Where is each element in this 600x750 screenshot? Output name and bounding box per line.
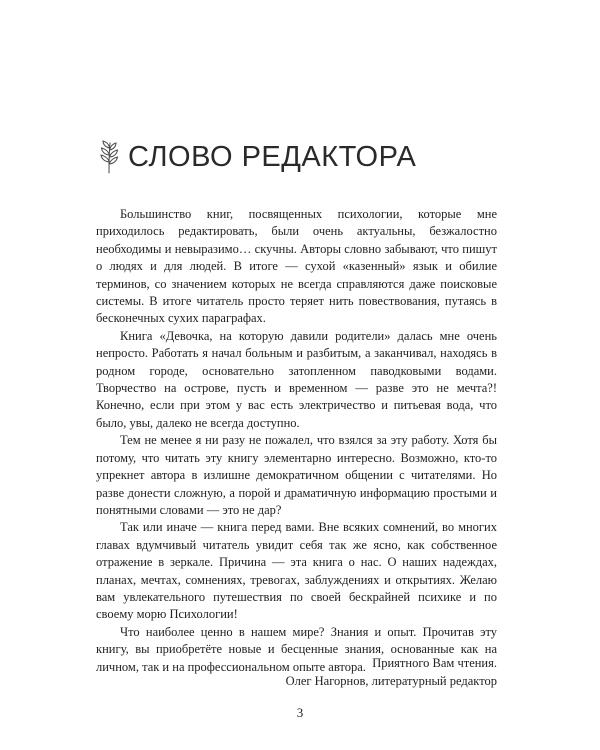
leaf-sprig-icon [96,140,122,174]
signoff-greeting: Приятного Вам чтения. [372,656,497,670]
paragraph: Тем не менее я ни разу не пожалел, что взялся за эту работу. Хотя бы потому, что читать эту книгу элементарно интересно. Возможно, кто-то упрекнет автора в излишне демократичном общении с читателями. Но разве донести сложную, а порой и драматичную информацию простыми и понятными словами — это не дар? [96,433,497,517]
paragraph: Что наиболее ценно в нашем мире? Знания и опыт. Прочитав эту книгу, вы приобретёте новые и бесценные знания, основанные как на личном, так и на профессиональном опыте автора. [96,624,497,674]
signoff [286,654,497,690]
chapter-title: СЛОВО РЕДАКТОРА [128,140,417,173]
body-text [96,206,497,676]
signoff-author: Олег Нагорнов, литературный редактор [285,674,497,688]
paragraph: Большинство книг, посвященных психологии, которые мне приходилось редактировать, были очень актуальны, безжалостно необходимы и невыразимо… скучны. Авторы словно забывают, что пишут о людях и для людей. В итоге — сухой «казенный» язык и обилие терминов, со значением которых не всегда справляются даже поисковые системы. В итоге читатель просто теряет нить повествования, путаясь в бесконечных сухих параграфах. [96,207,497,326]
paragraph: Так или иначе — книга перед вами. Вне всяких сомнений, во многих главах вдумчивый читатель увидит себя так же ясно, как собственное отражение в зеркале. Причина — эта книга о нас. О наших надеждах, планах, мечтах, сомнениях, тревогах, заблуждениях и открытиях. Желаю вам увлекательного путешествия по своей бескрайней психике и по своему морю Психологии! [96,520,497,622]
page-number: 3 [296,705,304,720]
paragraph: Книга «Девочка, на которую давили родители» далась мне очень непросто. Работать я начал больным и разбитым, а заканчивал, находясь в родном городе, основательно затопленном паводковыми водами. Творчество на острове, пусть и временном — разве это не мечта?! Конечно, если при этом у вас есть электричество и питьевая вода, что было, увы, далеко не всегда доступно. [96,328,497,430]
chapter-heading [96,140,416,174]
